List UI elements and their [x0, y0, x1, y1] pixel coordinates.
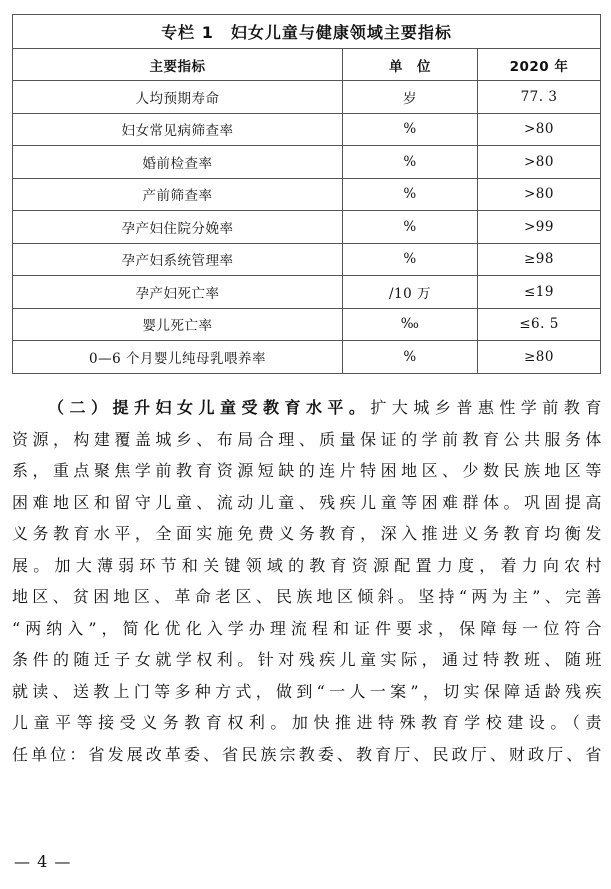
cell-unit: % [343, 178, 478, 211]
cell-indicator: 妇女常见病筛查率 [13, 113, 343, 146]
cell-value: >80 [478, 113, 601, 146]
paragraph-line: 地区、贫困地区、革命老区、民族地区倾斜。坚持“两为主”、完善 [12, 587, 602, 606]
cell-value: >80 [478, 146, 601, 179]
header-indicator: 主要指标 [13, 49, 343, 81]
section-first-line-text: 扩大城乡普惠性学前教育 [370, 398, 602, 417]
cell-indicator: 人均预期寿命 [13, 81, 343, 114]
cell-unit: 岁 [343, 81, 478, 114]
cell-value: >80 [478, 178, 601, 211]
table-row [13, 146, 601, 179]
cell-unit: % [343, 211, 478, 244]
cell-value: ≤6. 5 [478, 308, 601, 341]
cell-value: ≥80 [478, 341, 601, 374]
header-year: 2020 年 [478, 49, 601, 81]
cell-unit: % [343, 341, 478, 374]
paragraph-line: 系，重点聚焦学前教育资源短缺的连片特困地区、少数民族地区等 [12, 461, 602, 480]
cell-unit: % [343, 146, 478, 179]
indicators-table-container [12, 14, 600, 374]
table-row [13, 113, 601, 146]
section-heading: （二）提升妇女儿童受教育水平。 [48, 398, 371, 417]
cell-indicator: 孕产妇住院分娩率 [13, 211, 343, 244]
cell-value: >99 [478, 211, 601, 244]
paragraph-line: 资源，构建覆盖城乡、布局合理、质量保证的学前教育公共服务体 [12, 429, 602, 449]
cell-indicator: 孕产妇死亡率 [13, 276, 343, 309]
paragraph-line: “两纳入”，简化优化入学办理流程和证件要求，保障每一位符合 [12, 618, 602, 638]
indicators-table [12, 14, 601, 374]
table-title: 专栏 1 妇女儿童与健康领域主要指标 [13, 15, 601, 49]
table-title-row [13, 15, 601, 49]
education-section [12, 392, 602, 770]
table-header-row [13, 49, 601, 81]
cell-unit: /10 万 [343, 276, 478, 309]
cell-indicator: 婴儿死亡率 [13, 308, 343, 341]
paragraph-line: 义务教育水平，全面实施免费义务教育，深入推进义务教育均衡发 [12, 524, 602, 543]
paragraph-line: 就读、送教上门等多种方式，做到“一人一案”，切实保障适龄残疾 [12, 681, 602, 701]
cell-unit: % [343, 113, 478, 146]
table-row [13, 211, 601, 244]
cell-indicator: 婚前检查率 [13, 146, 343, 179]
paragraph-line: 儿童平等接受义务教育权利。加快推进特殊教育学校建设。（责 [12, 713, 602, 732]
table-row [13, 81, 601, 114]
cell-value: 77. 3 [478, 81, 601, 114]
table-row [13, 178, 601, 211]
table-row [13, 341, 601, 374]
page-number: — 4 — [14, 852, 72, 871]
paragraph-line: 展。加大薄弱环节和关键领域的教育资源配置力度，着力向农村 [12, 555, 602, 575]
header-unit: 单 位 [343, 49, 478, 81]
paragraph-line: 条件的随迁子女就学权利。针对残疾儿童实际，通过特教班、随班 [12, 650, 602, 669]
table-row [13, 243, 601, 276]
paragraph-line: 困难地区和留守儿童、流动儿童、残疾儿童等困难群体。巩固提高 [12, 492, 602, 512]
cell-indicator: 孕产妇系统管理率 [13, 243, 343, 276]
cell-indicator: 0—6 个月婴儿纯母乳喂养率 [13, 341, 343, 374]
cell-indicator: 产前筛查率 [13, 178, 343, 211]
cell-value: ≥98 [478, 243, 601, 276]
table-row [13, 308, 601, 341]
cell-value: ≤19 [478, 276, 601, 309]
section-first-line [12, 392, 602, 424]
cell-unit: ‰ [343, 308, 478, 341]
paragraph-line: 任单位：省发展改革委、省民族宗教委、教育厅、民政厅、财政厅、省 [12, 744, 602, 764]
table-row [13, 276, 601, 309]
cell-unit: % [343, 243, 478, 276]
